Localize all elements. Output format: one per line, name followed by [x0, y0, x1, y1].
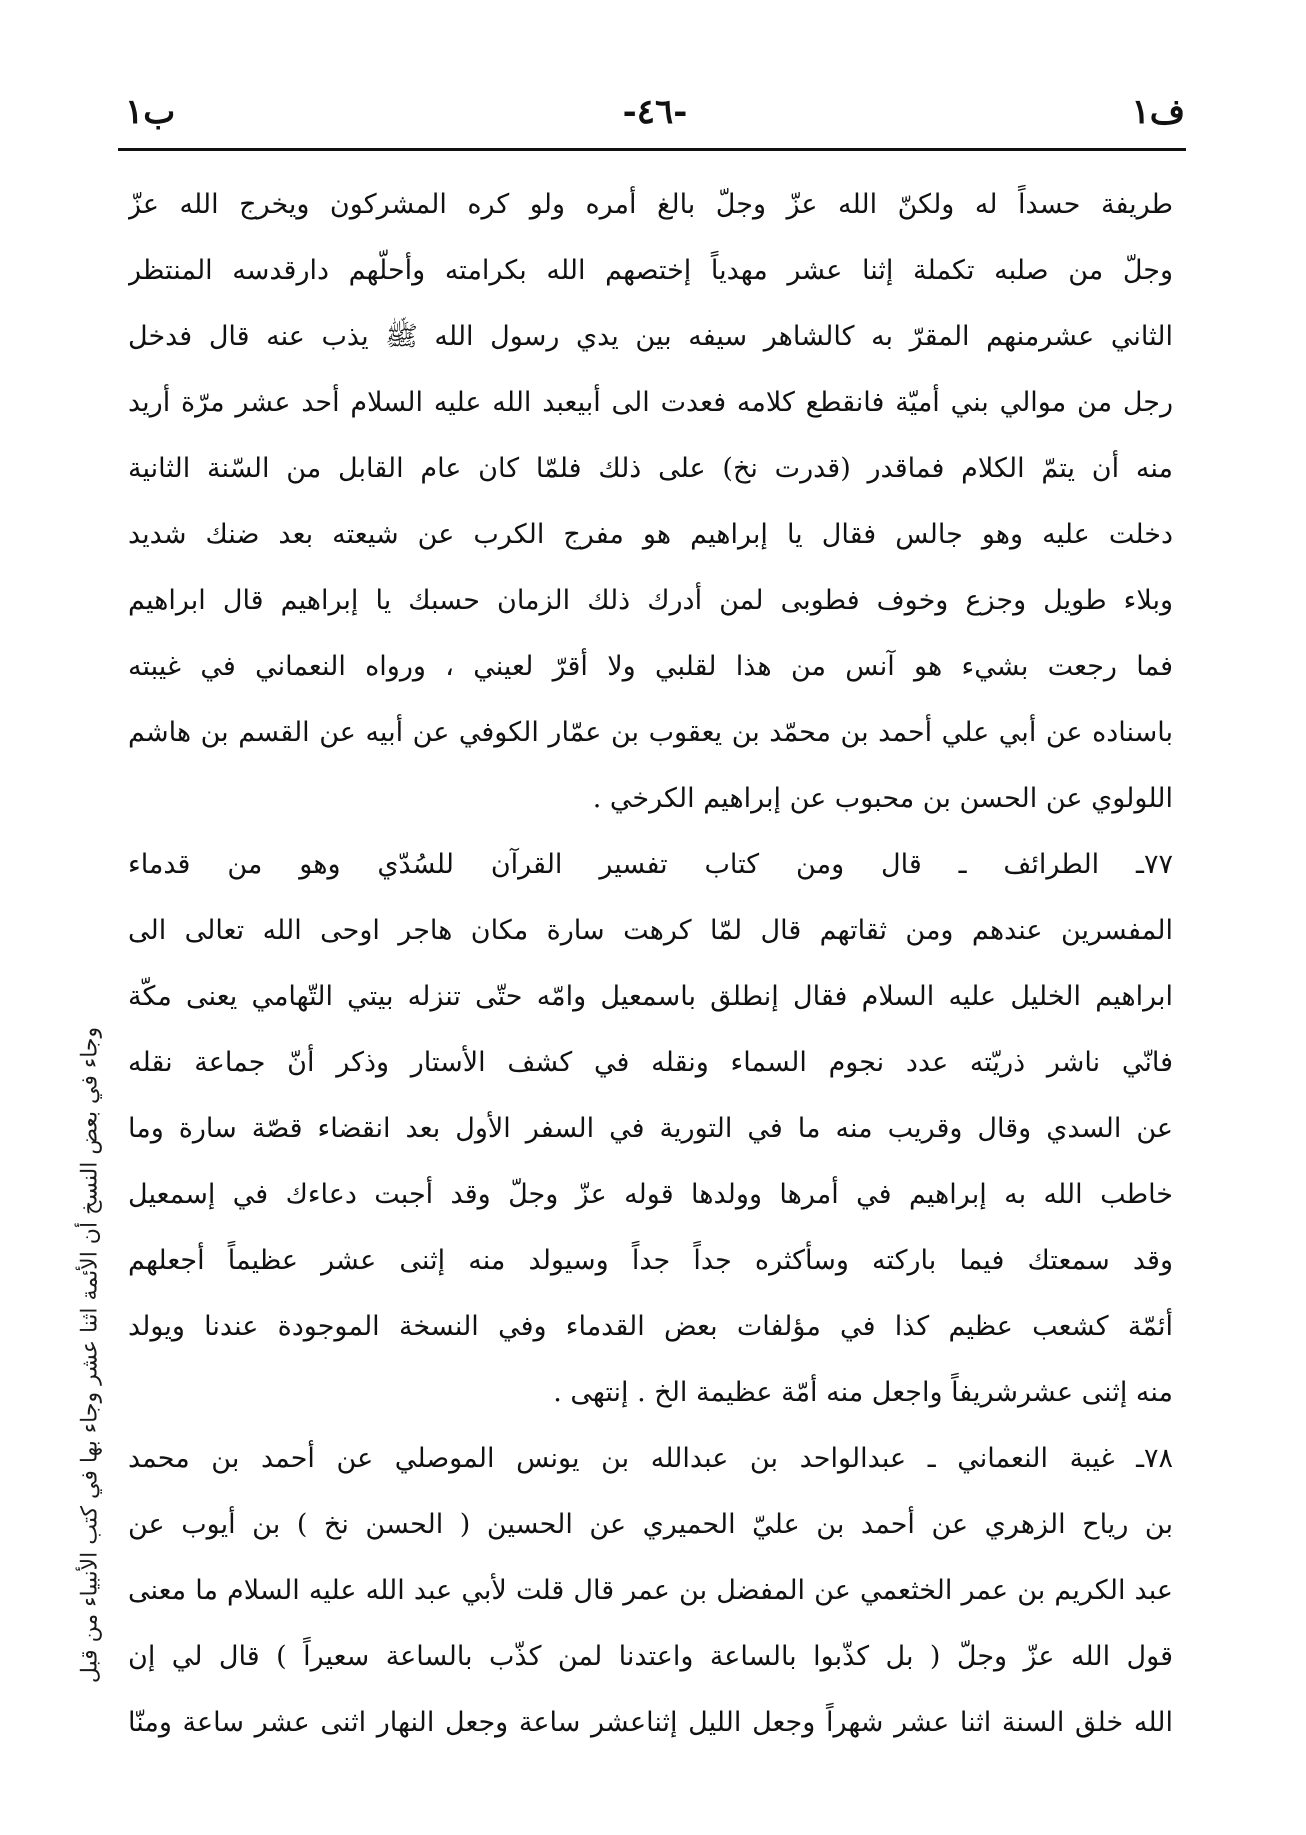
text-line: الله خلق السنة اثنا عشر شهراً وجعل الليل إثناعشر ساعة وجعل النهار اثنى عشر ساعة ومنّا: [128, 1707, 1173, 1738]
text-line: وقد سمعتك فيما باركته وسأكثره جداً جداً وسيولد منه إثنى عشر عظيماً أجعلهم: [128, 1245, 1173, 1276]
text-line: منه أن يتمّ الكلام فماقدر (قدرت نخ) على ذلك فلمّا كان عام القابل من السّنة الثانية: [128, 453, 1173, 484]
text-line: أئمّة كشعب عظيم كذا في مؤلفات بعض القدماء وفي النسخة الموجودة عندنا ويولد: [128, 1311, 1173, 1342]
text-line: وبلاء طويل وجزع وخوف فطوبى لمن أدرك ذلك الزمان حسبك يا إبراهيم قال ابراهيم: [128, 585, 1173, 616]
text-line: باسناده عن أبي علي أحمد بن محمّد بن يعقوب بن عمّار الكوفي عن أبيه عن القسم بن هاشم: [128, 717, 1173, 748]
text-line: ابراهيم الخليل عليه السلام فقال إنطلق باسمعيل وامّه حتّى تنزله بيتي التّهامي يعنى مكّة: [128, 981, 1173, 1012]
text-line: وجلّ من صلبه تكملة إثنا عشر مهدياً إختصهم الله بكرامته وأحلّهم دارقدسه المنتظر: [128, 255, 1173, 286]
text-line: بن رياح الزهري عن أحمد بن عليّ الحميري عن الحسين ( الحسن نخ ) بن أيوب عن: [128, 1509, 1173, 1540]
main-text: [128, 172, 1173, 1756]
entry-heading-78: ٧٨ـ غيبة النعماني ـ عبدالواحد بن عبدالله بن يونس الموصلي عن أحمد بن محمد: [128, 1443, 1173, 1474]
text-line: فانّي ناشر ذريّته عدد نجوم السماء ونقله في كشف الأستار وذكر أنّ جماعة نقله: [128, 1047, 1173, 1078]
text-line: اللولوي عن الحسن بن محبوب عن إبراهيم الكرخي .: [592, 783, 1173, 814]
handwritten-margin-note: [60, 995, 120, 1715]
text-line: المفسرين عندهم ومن ثقاتهم قال لمّا كرهت سارة مكان هاجر اوحى الله تعالى الى: [128, 915, 1173, 946]
text-line: الثاني عشرمنهم المقرّ به كالشاهر سيفه بين يدي رسول الله ﷺ يذب عنه قال فدخل: [128, 321, 1173, 352]
page-header: [125, 88, 1185, 148]
header-rule: [118, 148, 1186, 151]
page-number: -٤٦-: [622, 92, 688, 132]
text-line: رجل من موالي بني أميّة فانقطع كلامه فعدت الى أبيعبد الله عليه السلام أحد عشر مرّة أريد: [128, 387, 1173, 418]
folio-label: ف١: [1131, 92, 1185, 132]
text-line: قول الله عزّ وجلّ ( بل كذّبوا بالساعة واعتدنا لمن كذّب بالساعة سعيراً ) قال لي إن: [128, 1641, 1173, 1672]
folio-side-label: ب١: [125, 92, 176, 132]
text-line: فما رجعت بشيء هو آنس من هذا لقلبي ولا أقرّ لعيني ، ورواه النعماني في غيبته: [128, 651, 1173, 682]
text-line: طريفة حسداً له ولكنّ الله عزّ وجلّ بالغ أمره ولو كره المشركون ويخرج الله عزّ: [128, 189, 1173, 220]
text-line: خاطب الله به إبراهيم في أمرها وولدها قوله عزّ وجلّ وقد أجبت دعاءك في إسمعيل: [128, 1179, 1173, 1210]
margin-note-text: وجاء في بعض النسخ أن الأئمة اثنا عشر وجاء بها في كتب الأنبياء من قبل: [77, 1026, 103, 1684]
entry-heading-77: ٧٧ـ الطرائف ـ قال ومن كتاب تفسير القرآن للسُدّي وهو من قدماء: [128, 849, 1173, 880]
text-line: عن السدي وقال وقريب منه ما في التورية في السفر الأول بعد انقضاء قصّة سارة وما: [128, 1113, 1173, 1144]
text-line: دخلت عليه وهو جالس فقال يا إبراهيم هو مفرج الكرب عن شيعته بعد ضنك شديد: [128, 519, 1173, 550]
text-line: منه إثنى عشرشريفاً واجعل منه أمّة عظيمة الخ . إنتهى .: [553, 1377, 1173, 1408]
text-line: عبد الكريم بن عمر الخثعمي عن المفضل بن عمر قال قلت لأبي عبد الله عليه السلام ما معنى: [128, 1575, 1173, 1606]
